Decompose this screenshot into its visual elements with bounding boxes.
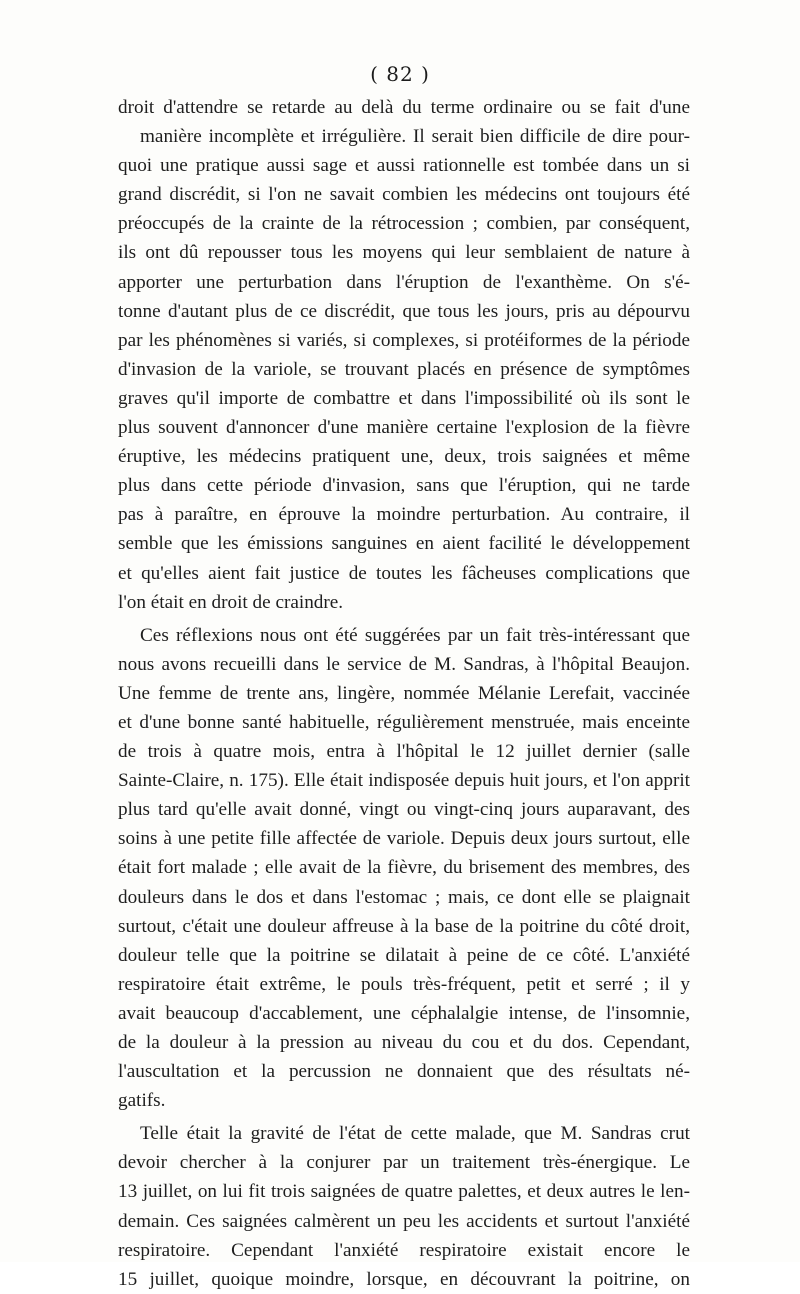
text-line: d'invasion de la variole, se trouvant placés en présence de symptômes — [118, 358, 690, 380]
text-line: respiratoire. Cependant l'anxiété respiratoire existait encore le — [118, 1239, 690, 1261]
text-line: semble que les émissions sanguines en aient facilité le développement — [118, 533, 690, 555]
text-line: douleur telle que la poitrine se dilatait à peine de ce côté. L'anxiété — [118, 944, 690, 966]
text-line: ils ont dû repousser tous les moyens qui leur semblaient de nature à — [118, 242, 690, 264]
text-line: l'auscultation et la percussion ne donnaient que des résultats né- — [118, 1061, 690, 1083]
text-line: respiratoire était extrême, le pouls très-fréquent, petit et serré ; il y — [118, 973, 690, 995]
text-line: et qu'elles aient fait justice de toutes les fâcheuses complications que — [118, 562, 690, 584]
text-line: droit d'attendre se retarde au delà du terme ordinaire ou se fait d'une — [118, 97, 690, 118]
text-line: tonne d'autant plus de ce discrédit, que tous les jours, pris au dépourvu — [118, 300, 690, 322]
text-line: Une femme de trente ans, lingère, nommée Mélanie Lerefait, vaccinée — [118, 682, 690, 704]
text-line: de la douleur à la pression au niveau du cou et du dos. Cependant, — [118, 1032, 690, 1053]
text-line: apporter une perturbation dans l'éruption de l'exanthème. On s'é- — [118, 271, 690, 293]
body-text — [118, 93, 690, 1294]
text-line: gatifs. — [118, 1090, 166, 1112]
text-line: pas à paraître, en éprouve la moindre perturbation. Au contraire, il — [118, 504, 690, 526]
text-line: 13 juillet, on lui fit trois saignées de quatre palettes, et deux autres le len- — [118, 1181, 690, 1203]
text-line: plus souvent d'annoncer d'une manière certaine l'explosion de la fièvre — [118, 417, 690, 439]
text-line: nous avons recueilli dans le service de M. Sandras, à l'hôpital Beaujon. — [118, 653, 690, 675]
paragraph-3 — [118, 1119, 690, 1294]
text-line: devoir chercher à la conjurer par un traitement très-énergique. Le — [118, 1152, 690, 1174]
text-line: demain. Ces saignées calmèrent un peu les accidents et surtout l'anxiété — [118, 1210, 690, 1232]
text-line: Sainte-Claire, n. 175). Elle était indisposée depuis huit jours, et l'on apprit — [118, 770, 690, 792]
text-line: Ces réflexions nous ont été suggérées par un fait très-intéressant que — [140, 624, 690, 646]
text-line: grand discrédit, si l'on ne savait combien les médecins ont toujours été — [118, 184, 690, 206]
text-line: 15 juillet, quoique moindre, lorsque, en découvrant la poitrine, on — [118, 1268, 690, 1290]
text-line: manière incomplète et irrégulière. Il serait bien difficile de dire pour- — [140, 126, 690, 148]
text-line: était fort malade ; elle avait de la fièvre, du brisement des membres, des — [118, 857, 690, 879]
text-line: Telle était la gravité de l'état de cette malade, que M. Sandras crut — [140, 1123, 690, 1145]
paragraph-2 — [118, 621, 690, 1116]
text-line: avait beaucoup d'accablement, une céphalalgie intense, de l'insomnie, — [118, 1002, 690, 1024]
text-line: soins à une petite fille affectée de variole. Depuis deux jours surtout, elle — [118, 828, 690, 850]
text-line: plus dans cette période d'invasion, sans que l'éruption, qui ne tarde — [118, 475, 690, 497]
text-line: l'on était en droit de craindre. — [118, 591, 344, 613]
text-line: quoi une pratique aussi sage et aussi rationnelle est tombée dans un si — [118, 155, 690, 177]
text-line: surtout, c'était une douleur affreuse à la base de la poitrine du côté droit, — [118, 915, 690, 937]
text-line: éruptive, les médecins pratiquent une, deux, trois saignées et même — [118, 446, 690, 468]
text-line: préoccupés de la crainte de la rétrocession ; combien, par conséquent, — [118, 213, 690, 235]
text-line: plus tard qu'elle avait donné, vingt ou vingt-cinq jours auparavant, des — [118, 799, 690, 821]
text-line: douleurs dans le dos et dans l'estomac ; mais, ce dont elle se plaignait — [118, 886, 690, 908]
text-line: graves qu'il importe de combattre et dans l'impossibilité où ils sont le — [118, 387, 690, 409]
text-line: de trois à quatre mois, entra à l'hôpital le 12 juillet dernier (salle — [118, 741, 690, 763]
text-line: et d'une bonne santé habituelle, régulièrement menstruée, mais enceinte — [118, 711, 690, 733]
page-number: ( 82 ) — [370, 62, 430, 86]
paragraph-1 — [118, 93, 690, 617]
text-line: par les phénomènes si variés, si complexes, si protéiformes de la période — [118, 329, 690, 351]
